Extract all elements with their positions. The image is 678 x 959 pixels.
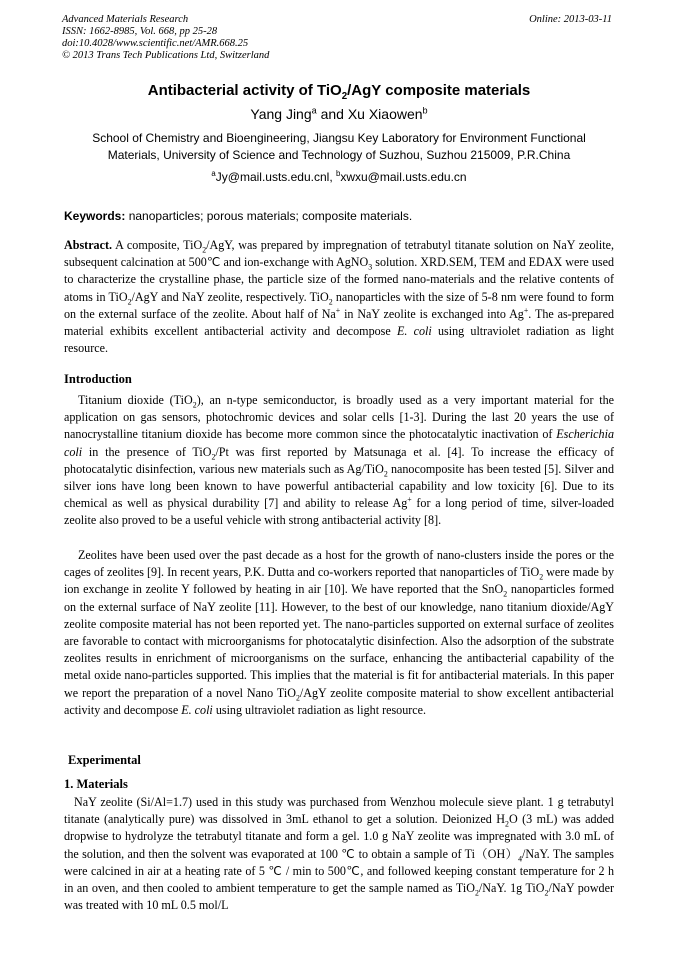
body-text: for a long period of time, silver-loaded zeolite also proved to be a useful vehicle with strong antibacterial activity [8]. xyxy=(64,496,614,528)
subscript: 2 xyxy=(505,819,509,829)
subsection-heading-materials: 1. Materials xyxy=(64,777,128,791)
introduction-paragraph xyxy=(64,547,614,719)
body-text: /AgY zeolite composite material to show excellent antibacterial activity and decompose xyxy=(64,685,614,717)
online-date: Online: 2013-03-11 xyxy=(529,14,612,25)
body-text: using ultraviolet radiation as light resource. xyxy=(212,702,427,717)
subscript: 3 xyxy=(368,262,373,272)
body-text: /Pt was first reported by Matsunaga et al. [4]. To increase the efficacy of photocatalytic disinfection, various new materials such as Ag/TiO xyxy=(64,444,615,476)
keywords-label: Keywords: xyxy=(64,209,126,223)
abstract-text: /AgY, was prepared by impregnation of tetrabutyl titanate solution on NaY zeolite, subsequent calcination at 500℃ and ion-exchange with AgNO xyxy=(64,238,614,270)
keywords-text: nanoparticles; porous materials; composite materials. xyxy=(125,209,413,223)
journal-doi: doi:10.4028/www.scientific.net/AMR.668.25 xyxy=(62,38,249,49)
body-text: in the presence of TiO xyxy=(82,444,212,459)
species-name: E. coli xyxy=(181,702,213,717)
author-list xyxy=(0,106,678,122)
email-superscript: a xyxy=(211,169,216,178)
abstract-text: /AgY and NaY zeolite, respectively. TiO xyxy=(131,289,329,304)
superscript: + xyxy=(407,495,412,505)
subscript: 2 xyxy=(474,888,479,898)
body-text: were made by ion exchange in zeolite Y followed by heating in air [10]. We have reported that the SnO xyxy=(64,565,614,597)
abstract xyxy=(64,237,614,357)
keywords xyxy=(64,209,616,223)
affiliation-line: School of Chemistry and Bioengineering, Jiangsu Key Laboratory for Environment Functional xyxy=(92,131,586,145)
section-heading-introduction: Introduction xyxy=(64,372,132,386)
author-name: Yang Jing xyxy=(250,106,312,122)
superscript: + xyxy=(523,305,529,315)
section-heading-experimental: Experimental xyxy=(68,753,141,767)
subscript: 2 xyxy=(202,245,207,255)
title-text: /AgY composite materials xyxy=(347,82,531,99)
subscript: 2 xyxy=(127,297,132,307)
email-link[interactable]: Jy@mail.usts.edu.cnl, xyxy=(215,170,336,184)
author-superscript: a xyxy=(311,105,317,116)
abstract-text: solution. XRD.SEM, TEM and EDAX were used to characterize the crystalline phase, the particle size of the formed nano-materials and the relative contents of atoms in TiO xyxy=(64,255,614,304)
journal-name: Advanced Materials Research xyxy=(62,14,189,25)
body-text: ), an n-type semiconductor, is broadly used as a very important material for the application on gas sensors, photochromic devices and solar cells [1-3]. During the last 20 years the use of nanocrystalline titanium dioxide has become more common since the photocatalytic inactivation of xyxy=(64,393,614,442)
body-text: nanocomposite has been tested [5]. Silver and silver ions have long been known to have powerful antibacterial capability and low toxicity [6]. Due to its chemical as well as physical durability [7] and ability to release Ag xyxy=(64,461,614,511)
title-text: Antibacterial activity of TiO xyxy=(147,82,342,99)
body-text: NaY zeolite (Si/Al=1.7) used in this study was purchased from Wenzhou molecule sieve plant. 1 g tetrabutyl titanate (analytically pure) was dissolved in 3mL ethanol to get a solution. Deionized H xyxy=(64,795,614,827)
subscript: 2 xyxy=(328,297,333,307)
subscript: 2 xyxy=(503,589,508,599)
body-text: Titanium dioxide (TiO xyxy=(78,393,193,407)
body-text: O (3 mL) was added dropwise to hydrolyze the tetrabutyl titanate and form a gel. 1.0 g NaY zeolite was impregnated with 3.0 mL of the solution, and then the solvent was evaporated at 100 ℃ to obtain a sample of Ti（OH） xyxy=(64,812,614,861)
species-name: Escherichia coli xyxy=(64,427,614,459)
journal-copyright: © 2013 Trans Tech Publications Ltd, Switzerland xyxy=(62,50,270,61)
paper-title xyxy=(0,82,678,102)
subscript: 2 xyxy=(211,452,216,462)
introduction-paragraph xyxy=(64,392,614,530)
author-name: Xu Xiaowen xyxy=(347,106,423,122)
title-subscript: 2 xyxy=(341,91,348,102)
body-text: /NaY. 1g TiO xyxy=(478,881,545,896)
abstract-text: . The as-prepared material exhibits excellent antibacterial activity and decompose xyxy=(64,306,614,339)
affiliation-line: Materials, University of Science and Technology of Suzhou, Suzhou 215009, P.R.China xyxy=(107,148,571,162)
abstract-text: using ultraviolet radiation as light resource. xyxy=(64,324,614,356)
body-text: /NaY. The samples were calcined in air at a heating rate of 5 ℃ / min to 500℃, and followed keeping constant temperature for 2 h in an oven, and then cooled to ambient temperature to get the sample named as TiO xyxy=(64,846,614,896)
superscript: + xyxy=(335,305,341,315)
email-link[interactable]: xwxu@mail.usts.edu.cn xyxy=(340,170,467,184)
subscript: 2 xyxy=(544,888,549,898)
materials-paragraph xyxy=(64,794,614,914)
subscript: 2 xyxy=(539,572,544,582)
abstract-text: nanoparticles with the size of 5-8 nm were found to form on the external surface of the zeolite. About half of Na xyxy=(64,289,614,321)
affiliation xyxy=(64,130,614,164)
body-text: /NaY powder was treated with 10 mL 0.5 mol/L xyxy=(64,881,614,913)
body-text: nanoparticles formed on the external surface of NaY zeolite [11]. However, to the best of our knowledge, nano titanium dioxide/AgY zeolite composite material has not been reported yet. The nano-particles supported on external surface of zeolites are favorable to contact with microorganisms for photocatalytic disinfection. Also the adsorption of the substrate zeolites results in enrichment of microorganisms on the surface, enhancing the antibacterial capability of the metal oxide nano-particles supported. This implies that the material is fit for antibacterial materials. In this paper we report the preparation of a novel Nano TiO xyxy=(64,582,614,700)
abstract-text: in NaY zeolite is exchanged into Ag xyxy=(340,306,524,321)
subscript: 2 xyxy=(192,400,197,410)
body-text: Zeolites have been used over the past decade as a host for the growth of nano-clusters inside the pores or the cages of zeolites [9]. In recent years, P.K. Dutta and co-workers reported that nanoparticles of TiO xyxy=(64,548,614,580)
species-name: E. coli xyxy=(396,324,432,339)
subscript: 2 xyxy=(383,469,388,479)
journal-issn: ISSN: 1662-8985, Vol. 668, pp 25-28 xyxy=(62,26,218,37)
author-conjunction: and xyxy=(316,106,348,122)
abstract-label: Abstract. xyxy=(64,238,113,252)
author-superscript: b xyxy=(422,105,428,116)
subscript: 2 xyxy=(295,693,300,703)
journal-header xyxy=(62,14,269,62)
abstract-text: A composite, TiO xyxy=(112,238,203,252)
author-emails xyxy=(0,170,678,184)
email-superscript: b xyxy=(336,169,341,178)
subscript: 4 xyxy=(518,854,523,864)
